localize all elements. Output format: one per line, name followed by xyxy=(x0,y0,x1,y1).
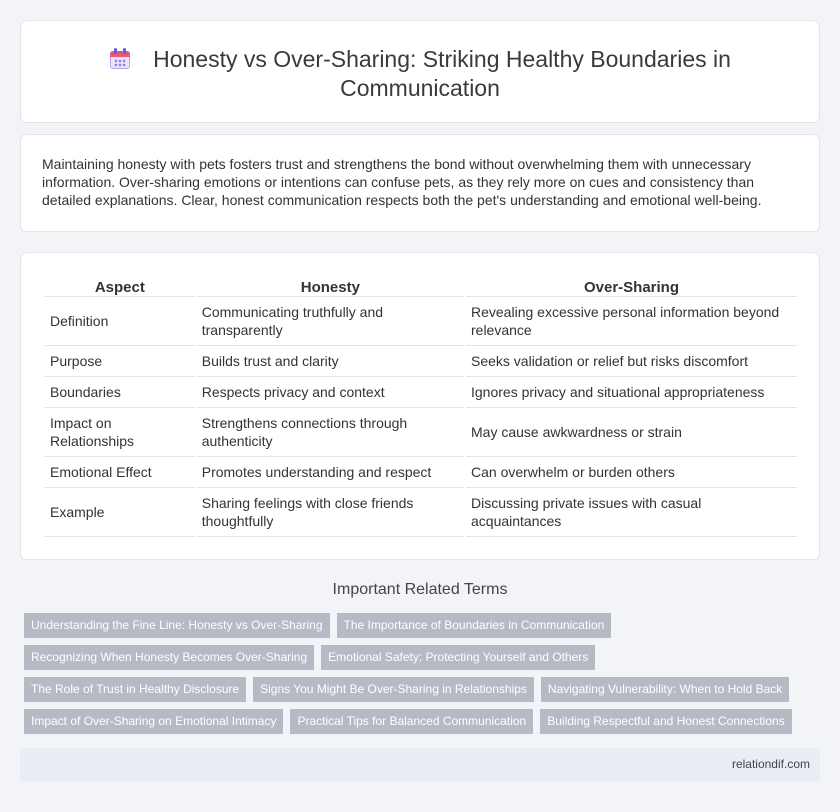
table-row xyxy=(45,408,797,457)
footer-site-link[interactable]: relationdif.com xyxy=(731,757,810,771)
header-over-sharing: Over-Sharing xyxy=(466,279,797,297)
cell-over-sharing: Can overwhelm or burden others xyxy=(466,457,797,488)
cell-over-sharing: Seeks validation or relief but risks discomfort xyxy=(466,346,797,377)
cell-aspect: Example xyxy=(45,488,195,537)
intro-card xyxy=(20,134,820,232)
tag-row xyxy=(24,613,611,638)
cell-over-sharing: Discussing private issues with casual acquaintances xyxy=(466,488,797,537)
footer xyxy=(20,748,820,782)
cell-aspect: Impact on Relationships xyxy=(45,408,195,457)
cell-honesty: Sharing feelings with close friends thoughtfully xyxy=(197,488,464,537)
related-term-tag[interactable]: Signs You Might Be Over-Sharing in Relationships xyxy=(253,677,534,702)
cell-honesty: Promotes understanding and respect xyxy=(197,457,464,488)
cell-over-sharing: Revealing excessive personal information beyond relevance xyxy=(466,297,797,346)
related-term-tag[interactable]: The Importance of Boundaries in Communication xyxy=(337,613,612,638)
cell-honesty: Respects privacy and context xyxy=(197,377,464,408)
comparison-card xyxy=(20,252,820,560)
cell-aspect: Emotional Effect xyxy=(45,457,195,488)
related-term-tag[interactable]: Understanding the Fine Line: Honesty vs Over-Sharing xyxy=(24,613,330,638)
header-aspect: Aspect xyxy=(45,279,195,297)
table-row xyxy=(45,457,797,488)
related-terms-heading: Important Related Terms xyxy=(332,581,508,598)
related-term-tag[interactable]: Building Respectful and Honest Connections xyxy=(540,709,791,734)
comparison-table xyxy=(43,279,799,537)
cell-honesty: Strengthens connections through authenticity xyxy=(197,408,464,457)
cell-over-sharing: Ignores privacy and situational appropriateness xyxy=(466,377,797,408)
cell-honesty: Communicating truthfully and transparently xyxy=(197,297,464,346)
tag-row xyxy=(24,677,789,702)
table-row xyxy=(45,297,797,346)
cell-aspect: Boundaries xyxy=(45,377,195,408)
cell-aspect: Purpose xyxy=(45,346,195,377)
related-term-tag[interactable]: Emotional Safety: Protecting Yourself and Others xyxy=(321,645,595,670)
cell-aspect: Definition xyxy=(45,297,195,346)
page-title-wrapper xyxy=(81,45,759,103)
page-title: Honesty vs Over-Sharing: Striking Healthy Boundaries in Communication xyxy=(153,46,731,101)
header-honesty: Honesty xyxy=(197,279,464,297)
cell-honesty: Builds trust and clarity xyxy=(197,346,464,377)
calendar-icon xyxy=(109,48,131,70)
related-term-tag[interactable]: The Role of Trust in Healthy Disclosure xyxy=(24,677,246,702)
cell-over-sharing: May cause awkwardness or strain xyxy=(466,408,797,457)
tag-row xyxy=(24,645,595,670)
intro-paragraph: Maintaining honesty with pets fosters trust and strengthens the bond without overwhelming them with unnecessary information. Over-sharing emotions or intentions can confuse pets, as they rely more on cues and consistency than detailed explanations. Clear, honest communication respects both the pet's understanding and emotional well-being. xyxy=(42,156,762,208)
related-term-tag[interactable]: Impact of Over-Sharing on Emotional Intimacy xyxy=(24,709,283,734)
related-term-tag[interactable]: Practical Tips for Balanced Communication xyxy=(290,709,533,734)
table-row xyxy=(45,346,797,377)
table-row xyxy=(45,488,797,537)
tag-row xyxy=(24,709,792,734)
table-row xyxy=(45,377,797,408)
related-term-tag[interactable]: Recognizing When Honesty Becomes Over-Sharing xyxy=(24,645,314,670)
table-header-row xyxy=(45,279,797,297)
related-term-tag[interactable]: Navigating Vulnerability: When to Hold Back xyxy=(541,677,789,702)
title-card xyxy=(20,20,820,123)
